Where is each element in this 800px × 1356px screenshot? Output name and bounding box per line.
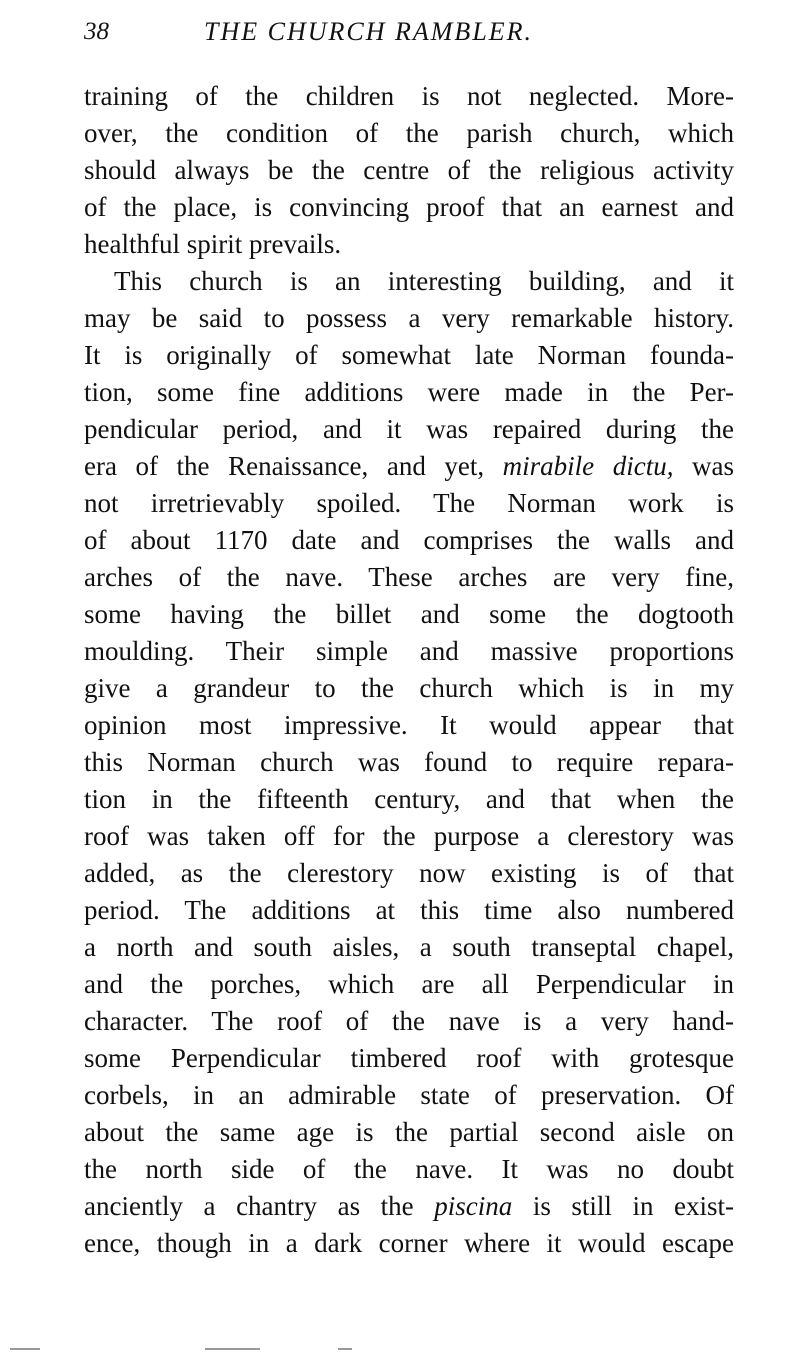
running-title: THE CHURCH RAMBLER.: [204, 17, 534, 46]
text-fragment: era of the Renaissance, and yet,: [84, 451, 485, 481]
text-line: of about 1170 date and comprises the walls and: [84, 525, 734, 555]
text-line: pendicular period, and it was repaired during the: [84, 414, 734, 444]
text-line: training of the children is not neglected. More-: [84, 81, 734, 111]
text-line: tion, some fine additions were made in the Per-: [84, 377, 734, 407]
scan-mark: [338, 1348, 352, 1350]
text-line: and the porches, which are all Perpendicular in: [84, 969, 734, 999]
text-line: some Perpendicular timbered roof with grotesque: [84, 1043, 734, 1073]
scan-mark: [10, 1348, 40, 1350]
text-line: This church is an interesting building, and it: [114, 266, 734, 296]
text-line: healthful spirit prevails.: [84, 229, 342, 259]
text-line: moulding. Their simple and massive proportions: [84, 636, 734, 666]
text-line: about the same age is the partial second aisle on: [84, 1117, 734, 1147]
text-fragment: anciently a chantry as the: [84, 1191, 414, 1221]
text-line: opinion most impressive. It would appear that: [84, 710, 734, 740]
text-line: should always be the centre of the religious activity: [84, 155, 734, 185]
text-line: character. The roof of the nave is a very hand-: [84, 1006, 734, 1036]
text-line-with-italic: [84, 448, 734, 485]
text-line: ence, though in a dark corner where it would escape: [84, 1228, 734, 1258]
text-fragment: was: [692, 451, 735, 481]
text-line: arches of the nave. These arches are very fine,: [84, 562, 734, 592]
italic-phrase: mirabile dictu,: [502, 451, 674, 481]
text-line: period. The additions at this time also numbered: [84, 895, 734, 925]
page-number: 38: [84, 18, 109, 45]
text-line: not irretrievably spoiled. The Norman work is: [84, 488, 734, 518]
text-line: the north side of the nave. It was no doubt: [84, 1154, 734, 1184]
text-line: a north and south aisles, a south transeptal chapel,: [84, 932, 734, 962]
body-text: [84, 78, 734, 1262]
text-line: roof was taken off for the purpose a clerestory was: [84, 821, 734, 851]
text-fragment: is still in exist-: [532, 1191, 735, 1221]
text-line: over, the condition of the parish church, which: [84, 118, 734, 148]
text-line: of the place, is convincing proof that an earnest and: [84, 192, 734, 222]
text-line: tion in the fifteenth century, and that when the: [84, 784, 734, 814]
text-line: corbels, in an admirable state of preservation. Of: [84, 1080, 734, 1110]
running-head: [84, 14, 734, 50]
italic-phrase: piscina: [434, 1191, 513, 1221]
paragraph-2: [84, 263, 734, 1262]
text-line-with-italic: [84, 1188, 734, 1225]
scan-mark: [205, 1348, 260, 1350]
text-line: give a grandeur to the church which is in my: [84, 673, 734, 703]
text-line: some having the billet and some the dogtooth: [84, 599, 734, 629]
paragraph-1: [84, 78, 734, 263]
text-line: this Norman church was found to require repara-: [84, 747, 734, 777]
text-line: It is originally of somewhat late Norman founda-: [84, 340, 734, 370]
scan-edge-marks: [0, 1348, 800, 1352]
text-line: added, as the clerestory now existing is of that: [84, 858, 734, 888]
text-line: may be said to possess a very remarkable history.: [84, 303, 734, 333]
